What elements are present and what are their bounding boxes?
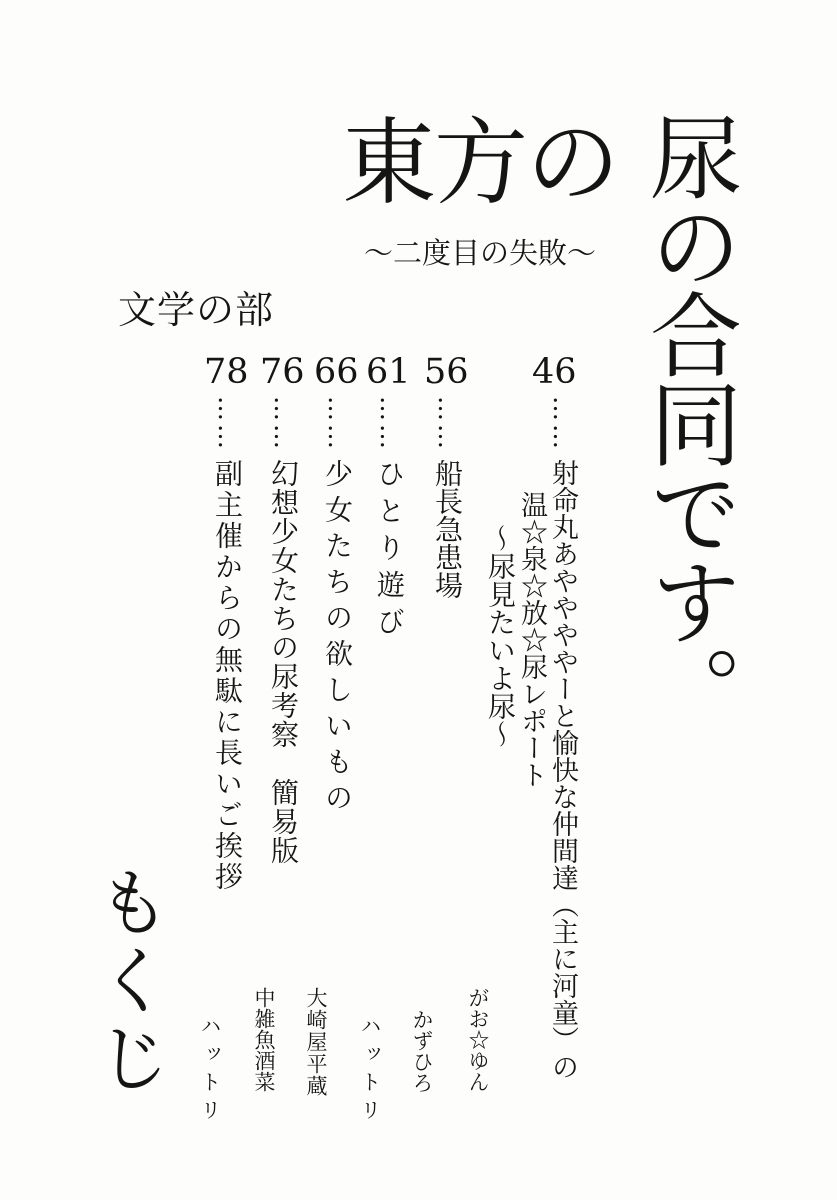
- toc-title-line: 温☆泉☆放☆尿レポート: [516, 491, 547, 788]
- toc-title: [268, 396, 298, 865]
- toc-page-number: 56: [424, 352, 469, 392]
- toc-title-line: [547, 396, 578, 1080]
- toc-title: [212, 396, 242, 893]
- leader-dots: ……: [213, 396, 242, 452]
- toc-author: かずひろ: [410, 1009, 434, 1093]
- toc-entry: [172, 352, 249, 1130]
- toc-title: [374, 396, 404, 644]
- leader-dots: ……: [375, 396, 404, 452]
- toc-title-text: ひとり遊び: [373, 459, 406, 644]
- toc-title-text: 射命丸あややややーと愉快な仲間達（主に河童）の: [547, 459, 578, 1080]
- toc-page-number: 78: [204, 352, 249, 392]
- toc-page-number: 46: [532, 352, 577, 392]
- toc-author: ハットリ: [198, 1015, 222, 1127]
- toc-page-number: 76: [260, 352, 305, 392]
- toc-author: がお☆ゆん: [466, 987, 490, 1092]
- toc-title-line: [374, 396, 404, 644]
- toc-title: [432, 396, 462, 599]
- section-label: 文学の部: [118, 288, 275, 332]
- leader-dots: ……: [548, 396, 577, 452]
- toc-title: [322, 396, 352, 819]
- toc-title-text: 幻想少女たちの尿考察 簡易版: [267, 459, 300, 865]
- leader-dots: ……: [323, 396, 352, 452]
- toc-entry: [456, 352, 578, 1130]
- toc-author: 中雑魚酒菜: [252, 987, 276, 1092]
- toc-heading: もくじ: [85, 864, 171, 1098]
- toc-title: [485, 396, 578, 1080]
- toc-page-number: 61: [366, 352, 411, 392]
- toc-title-text: 船長急患場: [431, 459, 464, 599]
- toc-page-number: 66: [314, 352, 359, 392]
- page-title: 東方の: [342, 109, 619, 218]
- toc-title-line: [268, 396, 298, 865]
- toc-title-text: 副主催からの無駄に長いご挨拶: [211, 459, 244, 893]
- leader-dots: ……: [433, 396, 462, 452]
- toc-title-line: [212, 396, 242, 893]
- toc-title-text: 少女たちの欲しいもの: [321, 459, 354, 819]
- leader-dots: ……: [269, 396, 298, 452]
- toc-title-line: 〜尿見たいよ尿〜: [484, 524, 517, 748]
- toc-title-line: [432, 396, 462, 599]
- page-title-vertical: 尿の合同です。: [635, 110, 742, 733]
- toc-title-line: [322, 396, 352, 819]
- page-subtitle: 〜二度目の失敗〜: [363, 236, 596, 270]
- toc-author: 大崎屋平蔵: [304, 987, 328, 1097]
- toc-author: ハットリ: [358, 1015, 382, 1127]
